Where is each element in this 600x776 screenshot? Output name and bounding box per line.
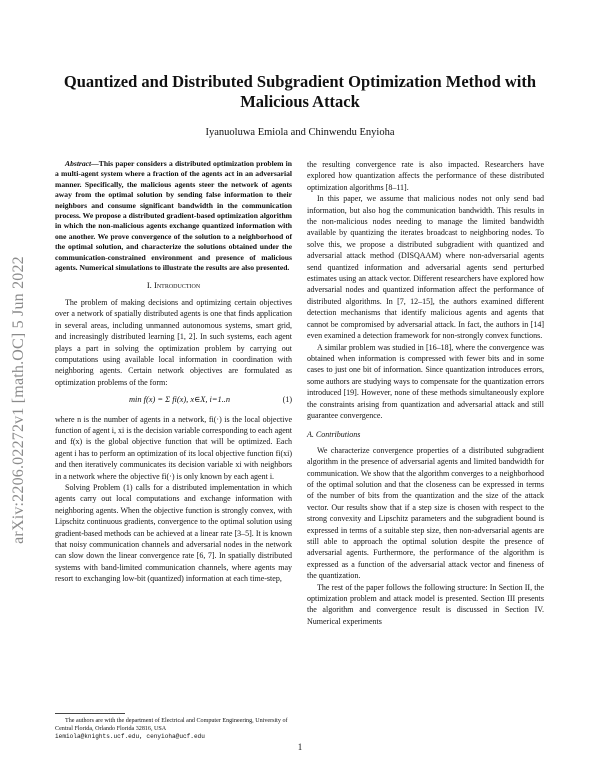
intro-paragraph-5: In this paper, we assume that malicious nodes not only send bad information, but also hog the communication bandwidth. This results in the non-malicious nodes needing to manage the limited bandwidth available by quantizing the iterates broadcast to neighboring nodes. To solve this, we propose a distributed subgradient with quantized and adversarial attack method (DISQAAM) where non-adversarial agents send quantized information and adversarial agents send perturbed estimates using an attack vector. Different researchers have explored how adversarial nodes and quantized information affect the performance of distributed algorithms. In [7, 12–15], the authors examined different detection mechanisms that identify malicious agents and agents that cannot be compromised by adversarial attack. In fact, the authors in [14] even examined a detection framework for non-strongly convex functions. [307,194,544,341]
abstract-label: Abstract [65,159,92,168]
arxiv-sidebar-stamp [8,190,30,610]
footnote-email: iemiola@knights.ucf.edu, cenyioha@ucf.edu [55,733,205,740]
paper-authors: Iyanuoluwa Emiola and Chinwendu Enyioha [205,127,395,138]
intro-paragraph-3: Solving Problem (1) calls for a distributed implementation in which agents carry out local computations and exchange information with neighboring agents. When the objective function is strongly convex, with Lipschitz continuous gradients, convergence to the optimal solution using gradient-based methods can be achieved at a linear rate [3–5]. It is known that noisy communication channels and adversarial nodes in the network can slow down the linear convergence rate [6, 7]. In spatially distributed systems with band-limited communication channels, where agents may resort to exchanging low-bit (quantized) information at each time-step, [55,482,292,584]
footnote-rule [55,713,125,714]
intro-paragraph-2: where n is the number of agents in a network, fi(·) is the local objective function of agent i, xi is the decision variable corresponding to each agent and f(x) is the global objective function that will be optimized. Each agent i has to perform an optimization of its local objective function fi(xi) and then iteratively communicates its decision variable xi with neighbors in a network where the objective fi(·) is only known by each agent i. [55,414,292,481]
equation-number: (1) [282,395,292,405]
left-column [55,159,292,585]
page-number: 1 [297,742,303,752]
intro-paragraph-6: A similar problem was studied in [16–18], where the convergence was obtained when information is compressed with fewer bits and in some cases to just one bit of information. Since quantization introduces errors, some authors are studying ways to compensate for the quantization errors introduced [19]. However, none of these methods simultaneously explore the constraints arising from quantization and adversarial attack and still guarantee convergence. [307,342,544,420]
intro-paragraph-4: the resulting convergence rate is also impacted. Researchers have explored how quantization affects the performance of these distributed optimization algorithms [8–11]. [307,160,544,192]
footnote-affiliation: The authors are with the department of Electrical and Computer Engineering, University of Central Florida, Orlando Florida 32816, USA [55,718,288,732]
equation-1 [55,394,292,405]
structure-paragraph: The rest of the paper follows the following structure: In Section II, the optimization problem and attack model is presented. Section III presents the algorithm and convergence result is discussed in Section IV. Numerical experiments [307,582,544,626]
right-column [307,159,544,627]
arxiv-identifier: arXiv:2206.02272v1 [math.OC] 5 Jun 2022 [10,256,27,544]
section-heading-introduction: I. Introduction [146,280,201,291]
contributions-paragraph: We characterize convergence properties of a distributed subgradient algorithm in the presence of adversarial agents and limited bandwidth for communication. We show that the algorithm converges to a neighborhood of the optimal solution and that the closeness can be expressed in terms of the number of bits from the quantization and the size of the attack vector. Our results show that if a step size is chosen with respect to the strong convexity and Lipschitz parameters and the subgradient bound is expressed in terms of a suitable step size, then non-adversarial agents are still able to approach the optimal solution despite the presence of adversarial agents. Furthermore, the performance of the algorithm is expressed as a function of the adversarial attack vector and fineness of the quantization. [307,445,544,581]
intro-paragraph-1: The problem of making decisions and optimizing certain objectives over a network of spatially distributed agents is one that finds application in several areas, including unmanned autonomous systems, smart grid, and increasingly distributed learning [1, 2]. In such systems, each agent plays a part in solving the optimization problem by carrying out computations using available local information in coordination with neighboring agents. Certain network objectives are formulated as optimization problems of the form: [55,297,292,387]
paper-title: Quantized and Distributed Subgradient Optimization Method with Malicious Attack [63,72,537,111]
footnote [55,713,292,741]
abstract-text: —This paper considers a distributed optimization problem in a multi-agent system where a fraction of the agents act in an adversarial manner. Specifically, the malicious agents steer the network of agents away from the optimal solution by sending false information to their neighbors and consume significant bandwidth in the communication process. We propose a distributed gradient-based optimization algorithm in which the non-malicious agents exchange quantized information with one another. We prove convergence of the solution to a neighborhood of the optimal solution, and characterize the solutions obtained under the communication-constrained environment and presence of malicious agents. Numerical simulations to illustrate the results are also presented. [55,159,292,273]
subsection-heading-contributions: A. Contributions [307,430,361,440]
abstract [55,159,292,273]
equation-body: min f(x) = Σ fi(x), x∈X, i=1..n [129,395,231,405]
